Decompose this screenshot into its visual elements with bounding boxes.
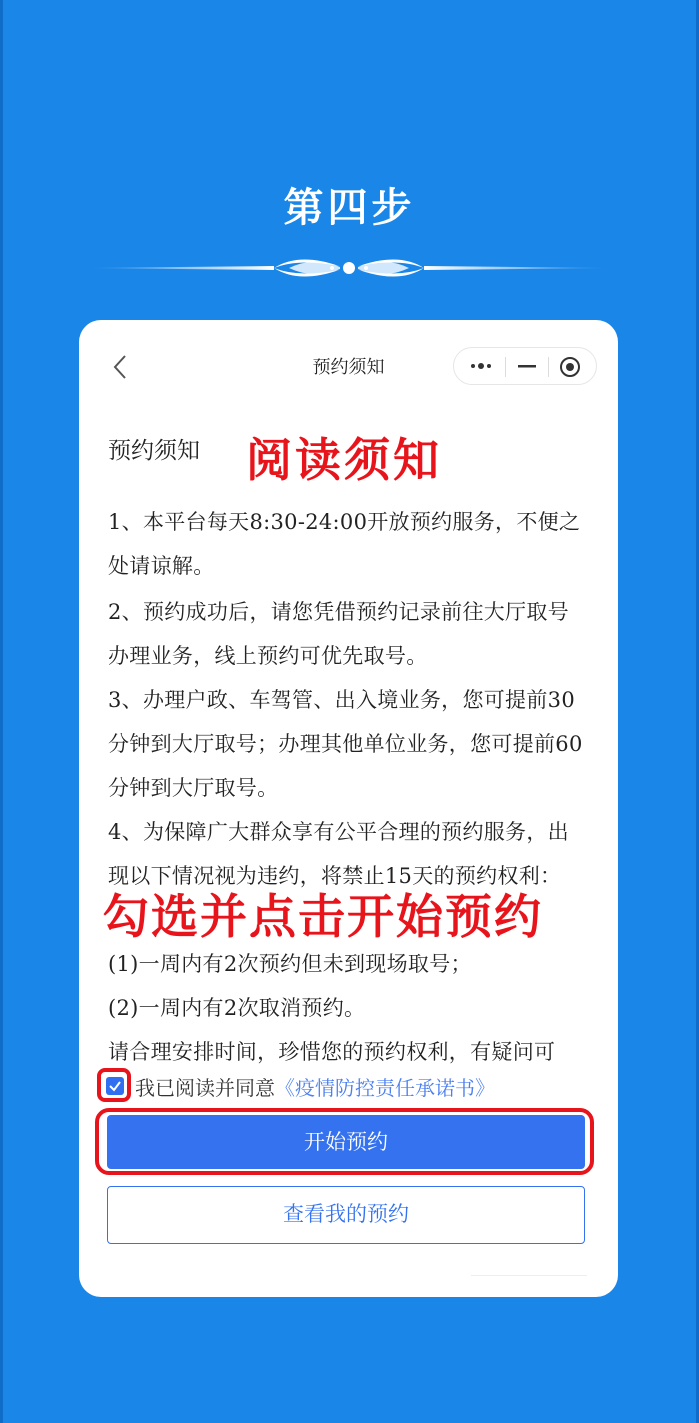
- nav-title: 预约须知: [312, 357, 385, 378]
- agreement-prefix: 我已阅读并同意: [135, 1076, 275, 1100]
- annotation-check-and-start: 勾选并点击开始预约: [102, 890, 543, 945]
- notice-paragraph: 1、本平台每天8:30-24:00开放预约服务，不便之处请谅解。: [108, 510, 581, 578]
- nav-bar: [79, 320, 618, 415]
- notice-paragraph: (2)一周内有2次取消预约。: [108, 996, 366, 1020]
- view-my-bookings-button[interactable]: 查看我的预约: [107, 1186, 585, 1244]
- notice-paragraph: 3、办理户政、车驾管、出入境业务，您可提前30分钟到大厅取号；办理其他单位业务，您可提前60分钟到大厅取号。: [108, 688, 583, 800]
- notice-paragraph: 2、预约成功后，请您凭借预约记录前往大厅取号办理业务，线上预约可优先取号。: [108, 600, 569, 668]
- step-title: 第四步: [283, 184, 416, 231]
- notice-paragraph: (1)一周内有2次预约但未到现场取号；: [108, 952, 472, 976]
- capsule-menu: [453, 347, 597, 385]
- notice-content[interactable]: [108, 428, 588, 1064]
- more-icon[interactable]: [468, 358, 494, 374]
- close-target-icon[interactable]: [558, 355, 582, 379]
- capsule-separator: [548, 357, 549, 377]
- notice-paragraph: 4、为保障广大群众享有公平合理的预约服务，出现以下情况视为违约，将禁止15天的预约权利：: [108, 820, 569, 888]
- check-icon: [108, 1079, 122, 1093]
- commitment-letter-link[interactable]: 《疫情防控责任承诺书》: [275, 1076, 495, 1100]
- notice-heading: 预约须知: [108, 438, 200, 464]
- agree-checkbox[interactable]: [106, 1077, 124, 1095]
- agreement-text: [135, 1072, 495, 1101]
- minimize-icon[interactable]: [516, 358, 538, 374]
- agreement-row: [79, 1065, 618, 1105]
- notice-paragraph: 请合理安排时间，珍惜您的预约权利，有疑问可: [108, 1040, 556, 1064]
- annotation-read-notice: 阅读须知: [246, 433, 442, 487]
- ornament-divider: [84, 248, 614, 288]
- bottom-divider: [471, 1275, 587, 1276]
- capsule-separator: [505, 357, 506, 377]
- start-booking-button[interactable]: 开始预约: [107, 1115, 585, 1169]
